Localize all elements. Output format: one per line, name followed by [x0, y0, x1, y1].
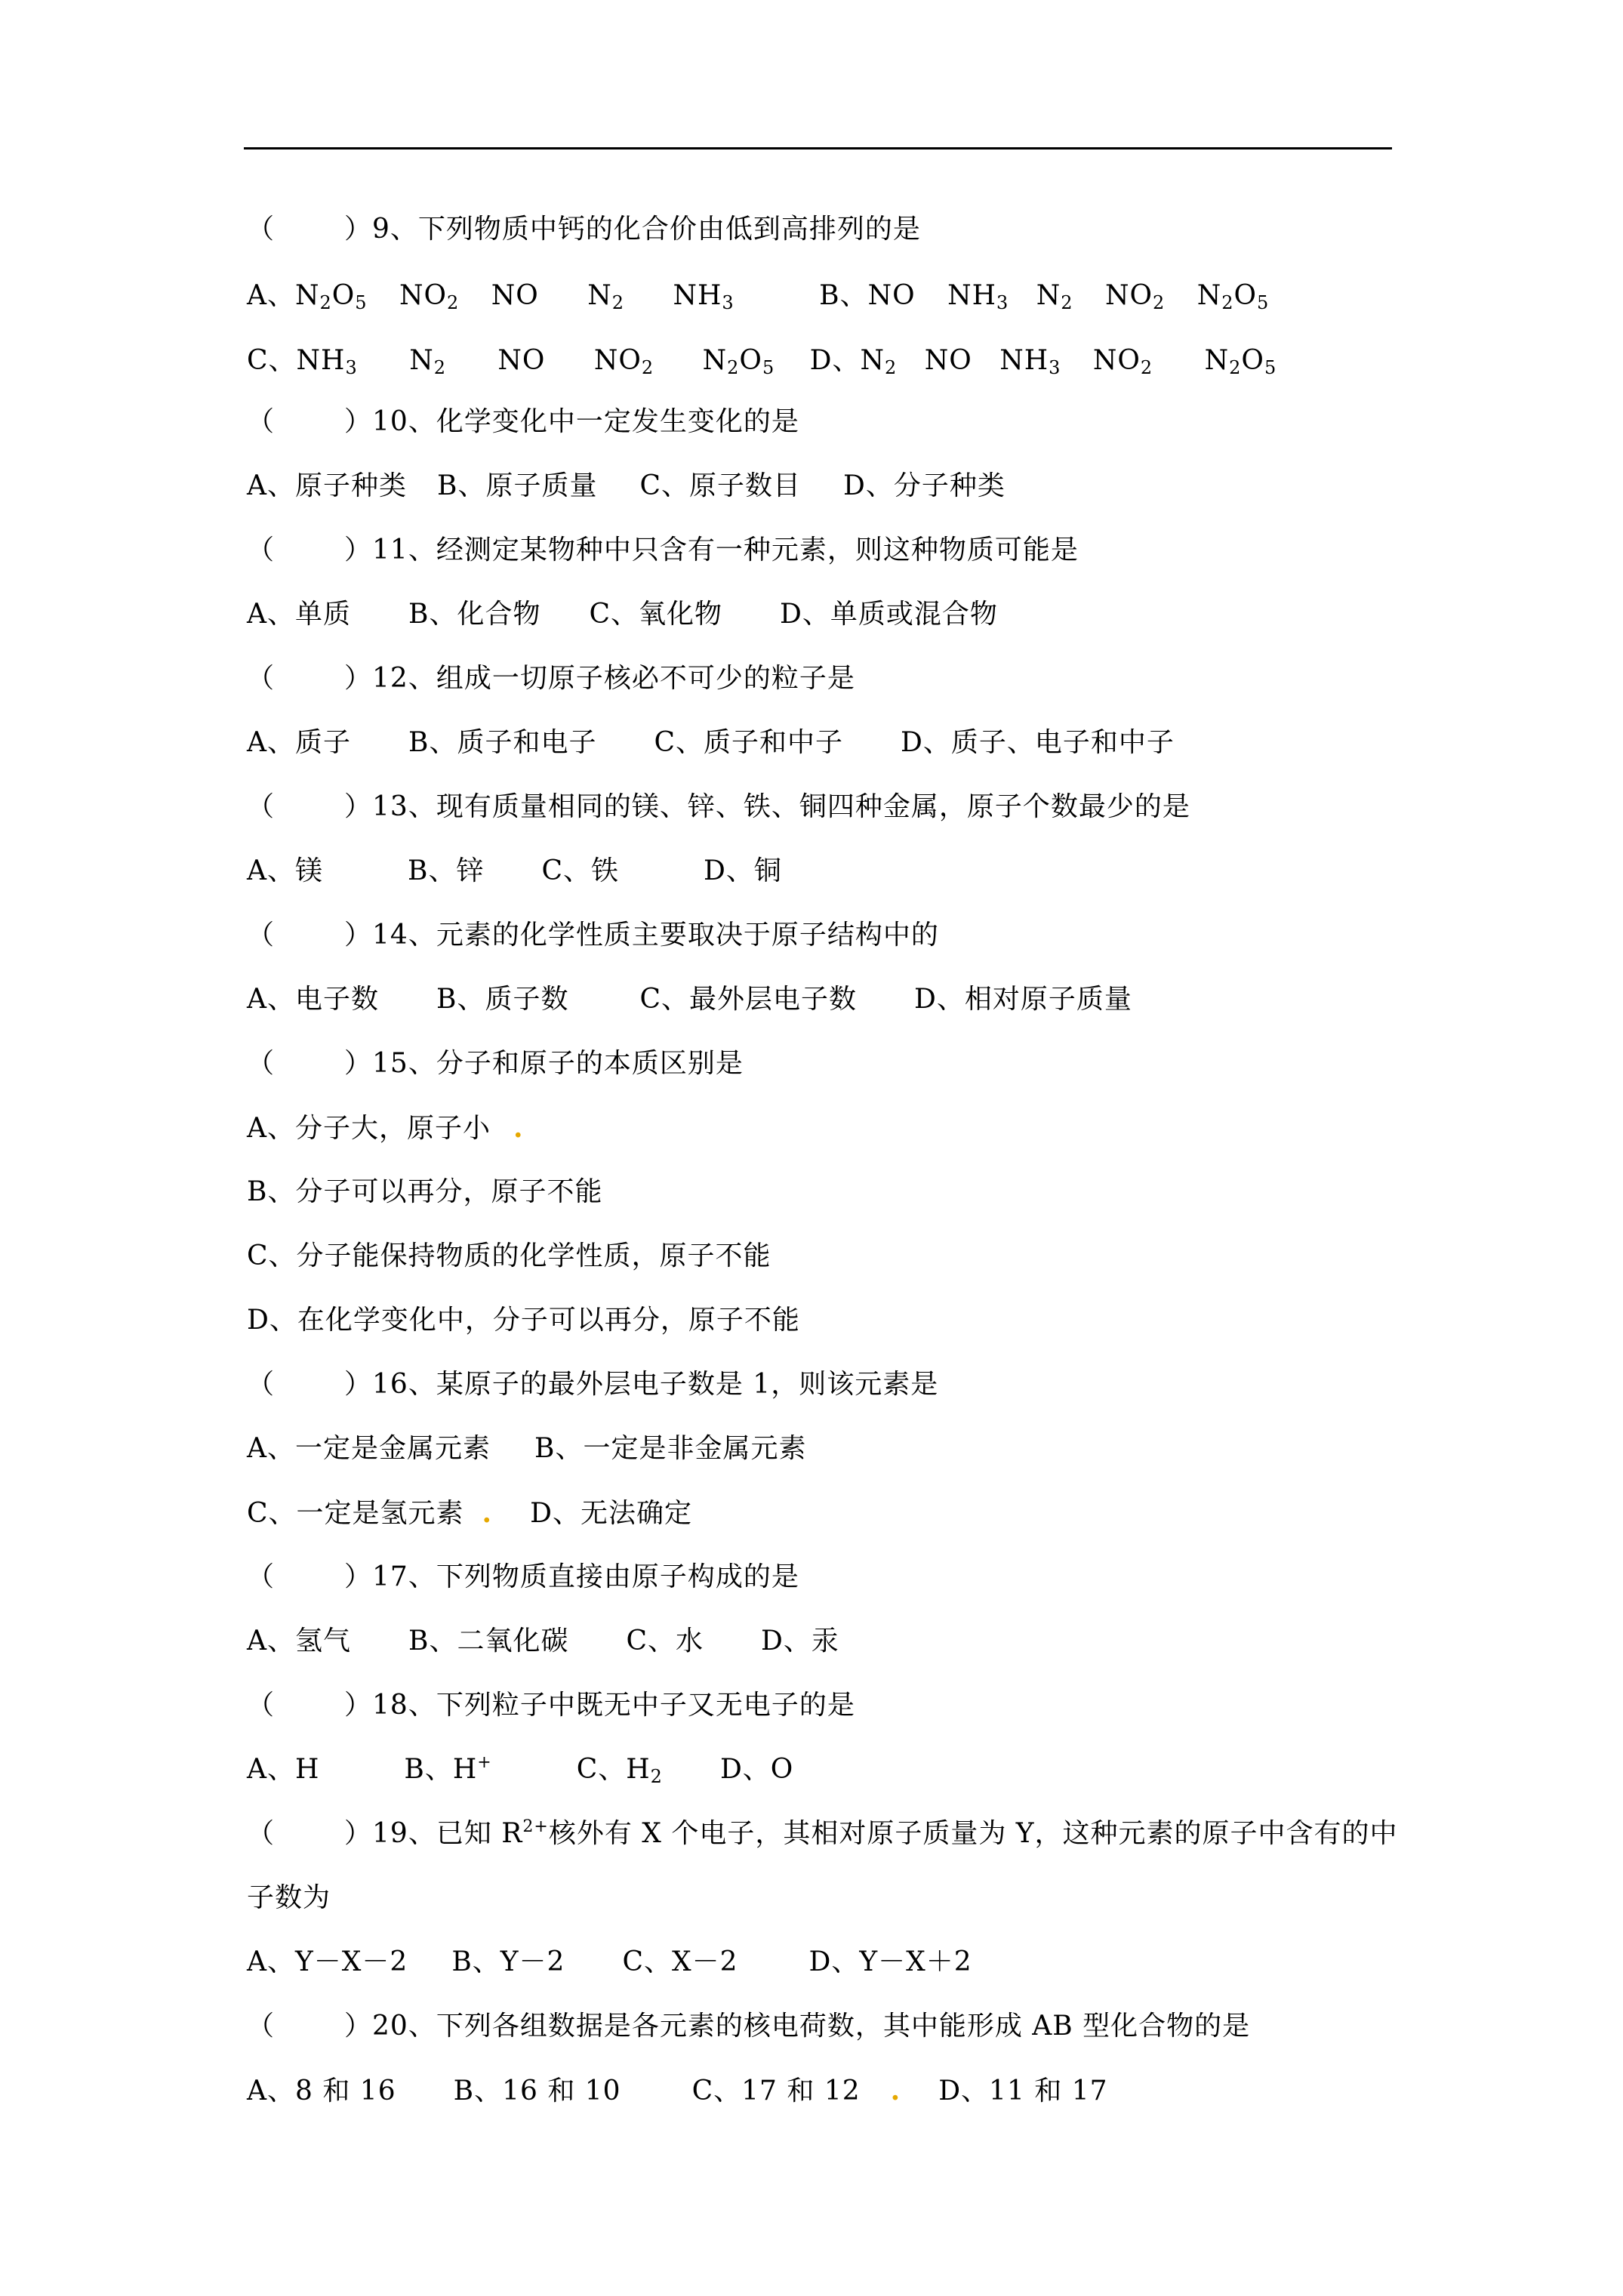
question-14-stem: （ ）14、元素的化学性质主要取决于原子结构中的	[247, 920, 939, 951]
q16-option-c: C、一定是氢元素	[247, 1498, 464, 1529]
question-10-stem: （ ）10、化学变化中一定发生变化的是	[247, 406, 799, 437]
question-9-options-ab: A、$N_2O_5$ $NO_2$ NO $N_2$ $NH_3$ B、NO $NH_3$ $N_2$ $NO_2$ $N_2O_5$	[247, 280, 1270, 313]
q17-option-a: A、氢气	[247, 1626, 351, 1657]
q15-option-a: A、分子大，原子小 .	[247, 1112, 524, 1144]
question-17-options	[247, 1625, 839, 1658]
question-20-stem: （ ）20、下列各组数据是各元素的核电荷数，其中能形成 AB 型化合物的是	[247, 2011, 1251, 2042]
question-13-options	[247, 855, 782, 888]
question-10-options	[247, 470, 1006, 503]
question-17-stem: （ ）17、下列物质直接由原子构成的是	[247, 1561, 799, 1592]
question-15-stem: （ ）15、分子和原子的本质区别是	[247, 1048, 744, 1079]
q18-option-a: A、H	[247, 1754, 320, 1785]
q19-option-a: A、Y－X－2	[247, 1946, 408, 1977]
q16-option-d: D、无法确定	[530, 1498, 692, 1529]
q13-option-a: A、镁	[247, 855, 323, 886]
q11-option-c: C、氧化物	[589, 599, 723, 630]
q18-option-b: B、H+	[404, 1753, 492, 1785]
q10-option-b: B、原子质量	[437, 470, 598, 501]
question-9-options-cd: C、$NH_3$ $N_2$ NO $NO_2$ $N_2O_5$ D、$N_2$ NO $NH_3$ $NO_2$ $N_2O_5$	[247, 345, 1277, 378]
header-rule	[244, 147, 1392, 149]
q20-option-a: A、8 和 16	[247, 2076, 396, 2106]
stray-dot: .	[513, 1112, 524, 1144]
question-18-stem: （ ）18、下列粒子中既无中子又无电子的是	[247, 1690, 855, 1721]
question-18-options	[247, 1753, 793, 1786]
q10-option-a: A、原子种类	[247, 470, 407, 501]
q15-option-c: C、分子能保持物质的化学性质，原子不能	[247, 1240, 771, 1271]
q16-option-a: A、一定是金属元素	[247, 1433, 491, 1464]
q13-option-b: B、锌	[408, 855, 485, 886]
question-13-stem: （ ）13、现有质量相同的镁、锌、铁、铜四种金属，原子个数最少的是	[247, 791, 1190, 822]
question-19-stem: （ ）19、已知 $R^{2+}$核外有 X 个电子，其相对原子质量为 Y，这种元素的原子中含有的中	[247, 1817, 1398, 1849]
question-19-stem-cont: 子数为	[247, 1882, 331, 1913]
q17-option-b: B、二氧化碳	[408, 1626, 569, 1657]
q13-option-d: D、铜	[704, 855, 782, 886]
q20-option-b: B、16 和 10	[453, 2076, 621, 2106]
q14-option-c: C、最外层电子数	[639, 984, 858, 1015]
q10-option-c: C、原子数目	[639, 470, 802, 501]
q12-option-a: A、质子	[247, 727, 351, 758]
q11-option-a: A、单质	[247, 599, 351, 630]
q18-option-d: D、O	[719, 1754, 794, 1785]
q13-option-c: C、铁	[541, 855, 620, 886]
question-20-options	[247, 2074, 1108, 2108]
q19-option-b: B、Y－2	[451, 1946, 565, 1977]
q15-option-b: B、分子可以再分，原子不能	[247, 1176, 603, 1207]
q14-option-d: D、相对原子质量	[914, 984, 1132, 1015]
question-12-stem: （ ）12、组成一切原子核必不可少的粒子是	[247, 663, 855, 694]
question-16-stem: （ ）16、某原子的最外层电子数是 1，则该元素是	[247, 1369, 939, 1400]
q19-option-d: D、Y－X＋2	[808, 1946, 972, 1977]
question-11-stem: （ ）11、经测定某物种中只含有一种元素，则这种物质可能是	[247, 535, 1079, 566]
q17-option-d: D、汞	[761, 1626, 839, 1657]
q17-option-c: C、水	[626, 1626, 704, 1657]
q11-option-d: D、单质或混合物	[780, 599, 998, 630]
q15-option-d: D、在化学变化中，分子可以再分，原子不能	[247, 1305, 800, 1336]
question-11-options	[247, 598, 998, 631]
question-19-options	[247, 1946, 972, 1979]
question-16-options-ab	[247, 1432, 806, 1465]
question-9-stem: （ ）9、下列物质中钙的化合价由低到高排列的是	[247, 214, 921, 245]
q20-option-d: D、11 和 17	[938, 2076, 1108, 2106]
question-12-options	[247, 726, 1175, 760]
q14-option-a: A、电子数	[247, 984, 379, 1015]
q10-option-d: D、分子种类	[843, 470, 1006, 501]
q16-option-b: B、一定是非金属元素	[534, 1433, 807, 1464]
q12-option-d: D、质子、电子和中子	[901, 727, 1175, 758]
q20-option-c: C、17 和 12	[691, 2076, 861, 2106]
q18-option-c: C、$H_2$	[576, 1754, 663, 1787]
q19-option-c: C、X－2	[622, 1946, 738, 1977]
stray-dot: .	[890, 2075, 901, 2106]
q11-option-b: B、化合物	[408, 599, 541, 630]
q14-option-b: B、质子数	[436, 984, 569, 1015]
question-14-options	[247, 983, 1132, 1016]
q12-option-b: B、质子和电子	[408, 727, 597, 758]
stray-dot: .	[482, 1497, 493, 1529]
q12-option-c: C、质子和中子	[654, 727, 844, 758]
question-16-options-cd	[247, 1496, 692, 1530]
